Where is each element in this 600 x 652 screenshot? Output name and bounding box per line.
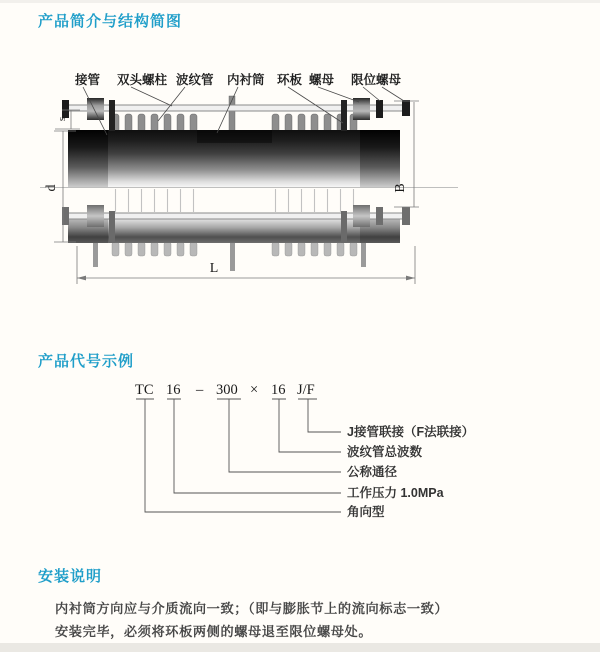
- code-string: [135, 382, 315, 398]
- code-part-waves: 16: [271, 382, 286, 398]
- pipe-body-lower: [68, 219, 400, 243]
- limit-nut-upper-right: [402, 100, 410, 116]
- end-pipe-upper-left: [68, 130, 108, 187]
- section-title-install: 安装说明: [38, 568, 103, 585]
- hidden-projection-lines: [116, 189, 354, 212]
- nut-lower-right: [353, 205, 370, 227]
- dim-d-label: d: [44, 184, 59, 192]
- code-note-diameter: 公称通径: [347, 465, 398, 479]
- nut-upper-right: [353, 98, 370, 120]
- limit-nut-lower-right: [402, 207, 410, 225]
- dim-s-label: s: [56, 116, 68, 122]
- dim-B-label: B: [393, 183, 408, 193]
- part-label-huanban: 环板: [277, 73, 303, 87]
- part-label-luomu: 螺母: [309, 73, 335, 87]
- code-note-connection: J接管联接（F法联接）: [347, 425, 475, 439]
- section-title-code: 产品代号示例: [38, 353, 135, 370]
- code-note-waves: 波纹管总波数: [347, 445, 423, 459]
- dim-L-label: L: [209, 261, 219, 276]
- install-instruction-line-2: 安装完毕，必须将环板两侧的螺母退至限位螺母处。: [55, 624, 373, 639]
- install-instruction-line-1: 内衬筒方向应与介质流向一致；（即与膨胀节上的流向标志一致）: [55, 601, 449, 616]
- end-pipe-upper-right: [360, 130, 400, 187]
- code-part-diameter: 300: [216, 382, 238, 398]
- nut-lower-left: [87, 205, 104, 227]
- part-label-shuangtouluozhu: 双头螺柱: [117, 73, 168, 87]
- code-part-pressure: 16: [166, 382, 181, 398]
- code-notes: [347, 424, 474, 519]
- page-top-edge: [0, 0, 600, 3]
- center-stud: [229, 96, 235, 132]
- product-code-diagram: [118, 378, 490, 526]
- liner-collar: [197, 130, 272, 143]
- ring-plate-upper-left: [109, 100, 115, 131]
- code-part-connection: J/F: [297, 382, 315, 398]
- page-bottom-edge: [0, 643, 600, 652]
- expansion-joint-structure-diagram: [30, 60, 475, 295]
- small-nut-lower-right: [376, 207, 383, 225]
- code-connectors: [136, 399, 341, 512]
- code-part-type: TC: [135, 382, 154, 398]
- part-label-neichentong: 内衬筒: [227, 73, 265, 87]
- limit-nut-upper-left: [62, 100, 69, 118]
- code-part-dash: –: [196, 382, 204, 398]
- code-note-pressure: 工作压力 1.0MPa: [347, 486, 444, 500]
- nut-upper-left: [87, 98, 104, 120]
- part-label-bowenguan: 波纹管: [176, 73, 214, 87]
- part-label-xianweiluomu: 限位螺母: [351, 73, 402, 87]
- code-note-type: 角向型: [347, 505, 385, 519]
- tie-rod-upper: [62, 98, 410, 131]
- ring-plate-upper-right: [341, 100, 347, 131]
- part-label-jieguan: 接管: [75, 73, 101, 87]
- ring-plate-lower-right: [341, 211, 347, 243]
- ring-plate-lower-left: [109, 211, 115, 243]
- small-nut-upper-right: [376, 100, 383, 118]
- code-part-times: ×: [250, 382, 259, 398]
- section-title-intro: 产品简介与结构简图: [38, 13, 183, 30]
